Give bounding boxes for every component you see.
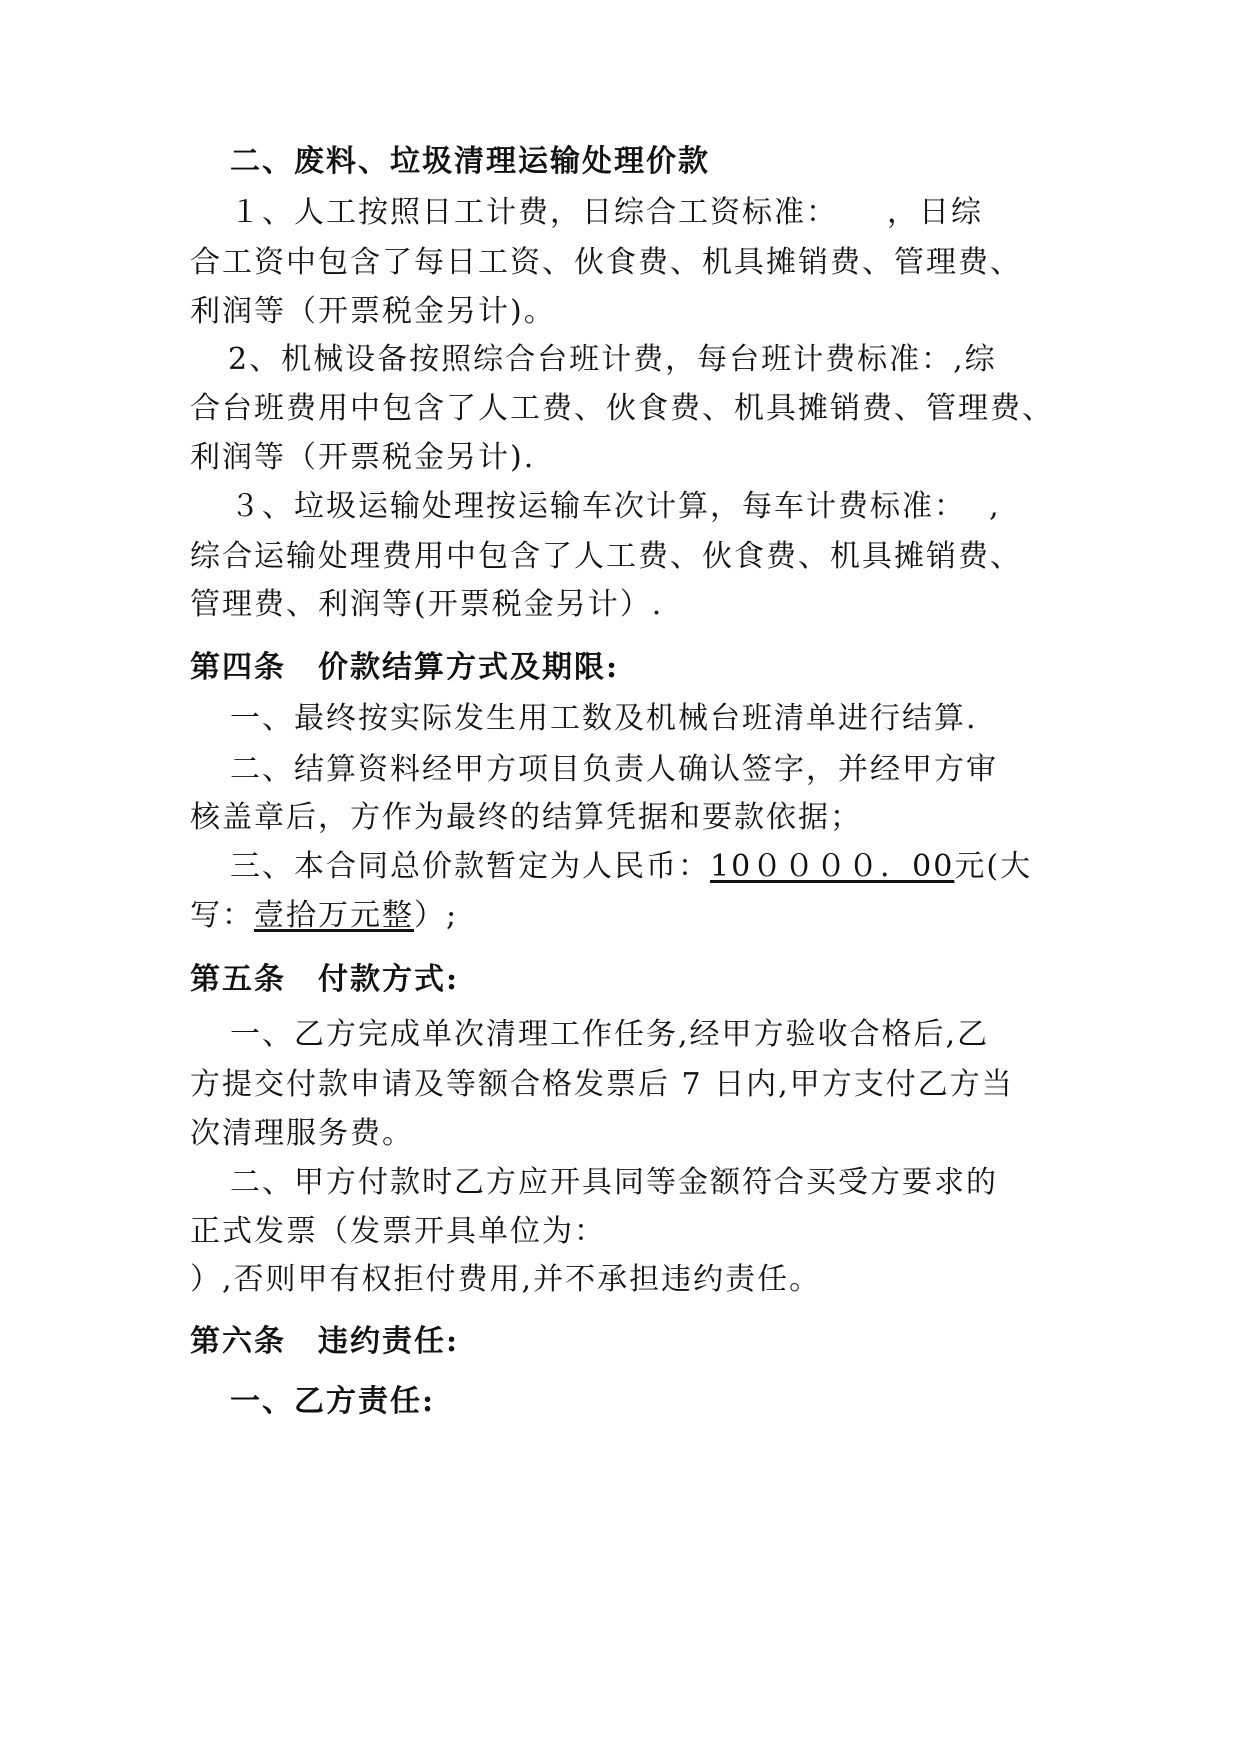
- article6-sub1-heading: 一、乙方责任:: [230, 1384, 436, 1419]
- item2-line2: 合台班费用中包含了人工费、伙食费、机具摊销费、管理费、: [190, 391, 1054, 426]
- total-price-unit: 元(大: [954, 849, 1033, 884]
- item3-line1: ３、垃圾运输处理按运输车次计算，每车计费标准： ,: [230, 489, 1001, 524]
- article4-p3-line2: [190, 896, 458, 936]
- article5-p1-line1: 一、乙方完成单次清理工作任务,经甲方验收合格后,乙: [230, 1017, 990, 1052]
- article5-p1-line2: 方提交付款申请及等额合格发票后 7 日内,甲方支付乙方当: [190, 1067, 1014, 1102]
- item2-line3: 利润等（开票税金另计).: [190, 440, 536, 475]
- article5-heading: 第五条 付款方式:: [190, 962, 460, 997]
- item3-line2: 综合运输处理费用中包含了人工费、伙食费、机具摊销费、: [190, 539, 1022, 574]
- total-price-label: 三、本合同总价款暂定为人民币：: [230, 849, 710, 884]
- total-price-words: 壹拾万元整: [254, 898, 414, 933]
- section-heading-waste-pricing: 二、废料、垃圾清理运输处理价款: [230, 144, 710, 179]
- item1-line3: 利润等（开票税金另计)。: [190, 294, 556, 329]
- total-price-amount: 10００００．00: [710, 849, 955, 884]
- article4-p3-line1: [230, 847, 1032, 887]
- article4-p2-line1: 二、结算资料经甲方项目负责人确认签字，并经甲方审: [230, 752, 998, 787]
- article5-p1-line3: 次清理服务费。: [190, 1116, 414, 1151]
- article5-p2-line3: ）,否则甲有权拒付费用,并不承担违约责任。: [190, 1262, 822, 1297]
- amount-words-close: ）;: [414, 898, 459, 933]
- article4-p2-line2: 核盖章后，方作为最终的结算凭据和要款依据；: [190, 800, 862, 835]
- amount-words-label: 写：: [190, 898, 254, 933]
- item1-line2: 合工资中包含了每日工资、伙食费、机具摊销费、管理费、: [190, 245, 1022, 280]
- article4-heading: 第四条 价款结算方式及期限:: [190, 650, 620, 685]
- article5-p2-line2: 正式发票（发票开具单位为：: [190, 1214, 606, 1249]
- article4-p1: 一、最终按实际发生用工数及机械台班清单进行结算.: [230, 701, 978, 736]
- item1-line1: １、人工按照日工计费，日综合工资标准： ，日综: [230, 195, 983, 230]
- item2-line1: 2、机械设备按照综合台班计费，每台班计费标准：,综: [228, 342, 997, 377]
- item3-line3: 管理费、利润等(开票税金另计）.: [190, 587, 664, 622]
- article5-p2-line1: 二、甲方付款时乙方应开具同等金额符合买受方要求的: [230, 1165, 998, 1200]
- article6-heading: 第六条 违约责任:: [190, 1324, 460, 1359]
